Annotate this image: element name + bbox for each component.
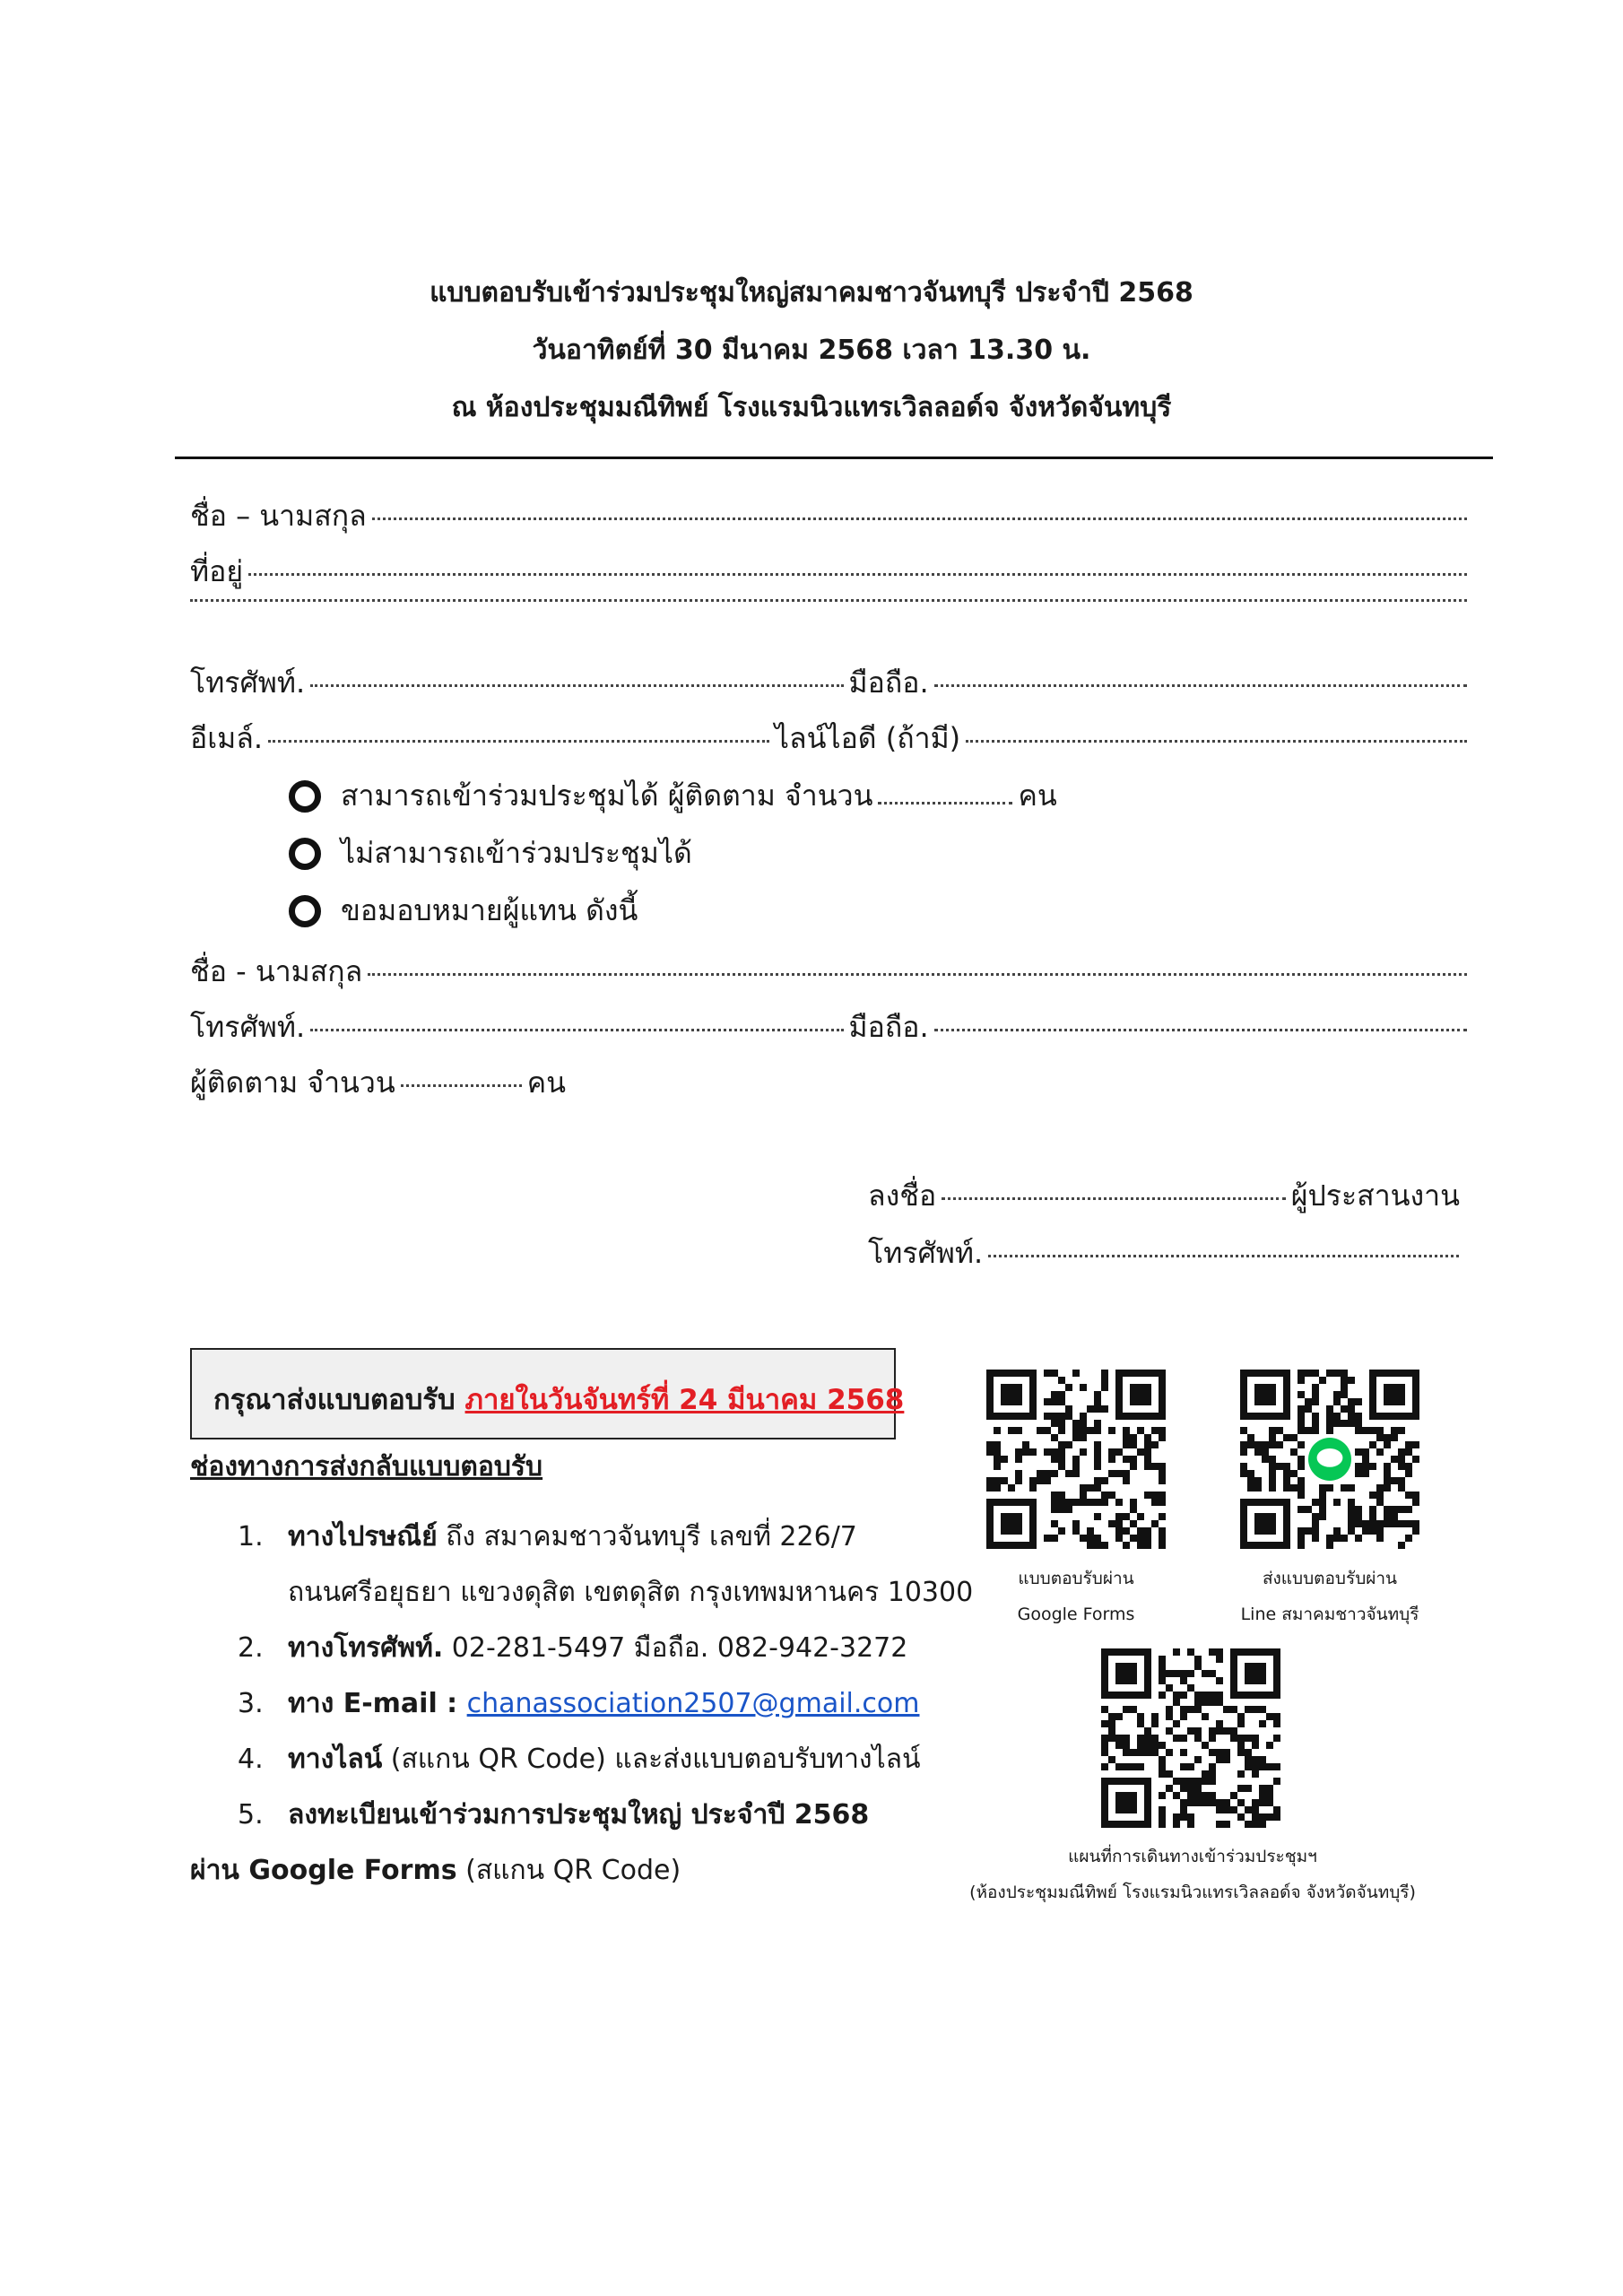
address-label: ที่อยู่: [190, 554, 244, 588]
channel-item-address: ถนนศรีอยุธยา แขวงดุสิต เขตดุสิต กรุงเทพมหานคร 10300: [288, 1577, 974, 1608]
coordinator-phone-label: โทรศัพท์.: [868, 1236, 984, 1270]
map-qr-caption: แผนที่การเดินทางเข้าร่วมประชุมฯ (ห้องประชุมมณีทิพย์ โรงแรมนิวแทรเวิลลอด์จ จังหวัดจันทบุรี): [969, 1847, 1416, 1902]
option-not-attend-label: ไม่สามารถเข้าร่วมประชุมได้: [341, 836, 692, 870]
line-id-label: ไลน์ไอดี (ถ้ามี): [774, 721, 961, 755]
option-attend[interactable]: [289, 773, 1057, 819]
coordinator-label: ผู้ประสานงาน: [1290, 1178, 1460, 1213]
proxy-phone-label: โทรศัพท์.: [190, 1010, 306, 1044]
channel-item: 3. ทาง E-mail : chanassociation2507@gmail.com: [238, 1688, 920, 1719]
deadline-prefix: กรุณาส่งแบบตอบรับ: [213, 1384, 456, 1416]
proxy-followers-unit: คน: [526, 1065, 567, 1100]
mobile-label: มือถือ.: [848, 665, 929, 700]
proxy-followers-label: ผู้ติดตาม จำนวน: [190, 1065, 395, 1100]
option-proxy[interactable]: [289, 888, 638, 934]
proxy-mobile-label: มือถือ.: [848, 1010, 929, 1044]
coordinator-phone-row[interactable]: [868, 1231, 1464, 1276]
deadline-notice: [213, 1377, 904, 1422]
email-row[interactable]: [190, 716, 1472, 761]
line-qr-code-icon[interactable]: [1240, 1370, 1419, 1549]
radio-circle-icon[interactable]: [289, 838, 321, 870]
channel-item: 1. ทางไปรษณีย์ ถึง สมาคมชาวจันทบุรี เลขที่ 226/7: [238, 1521, 857, 1552]
proxy-name-field[interactable]: [190, 949, 1472, 995]
address-field-line2[interactable]: [190, 604, 1472, 607]
signature-row[interactable]: [868, 1173, 1460, 1219]
line-qr-caption: ส่งแบบตอบรับผ่าน Line สมาคมชาวจันทบุรี: [1240, 1569, 1419, 1624]
meeting-date: วันอาทิตย์ที่ 30 มีนาคม 2568 เวลา 13.30 น.: [532, 335, 1091, 366]
google-forms-qr-caption: แบบตอบรับผ่าน Google Forms: [1017, 1569, 1135, 1624]
option-attend-unit: คน: [1018, 778, 1057, 813]
proxy-followers-row[interactable]: [190, 1060, 566, 1106]
option-proxy-label: ขอมอบหมายผู้แทน ดังนี้: [341, 893, 638, 927]
form-title: แบบตอบรับเข้าร่วมประชุมใหญ่สมาคมชาวจันทบุรี ประจำปี 2568: [430, 277, 1193, 309]
channel-item-forms: ผ่าน Google Forms (สแกน QR Code): [190, 1855, 681, 1886]
signature-label: ลงชื่อ: [868, 1178, 937, 1213]
phone-label: โทรศัพท์.: [190, 665, 306, 700]
channel-item: 5. ลงทะเบียนเข้าร่วมการประชุมใหญ่ ประจำปี 2568: [238, 1799, 870, 1831]
meeting-venue: ณ ห้องประชุมมณีทิพย์ โรงแรมนิวแทรเวิลลอด์จ จังหวัดจันทบุรี: [451, 392, 1172, 423]
radio-circle-icon[interactable]: [289, 895, 321, 927]
address-field[interactable]: [190, 549, 1472, 595]
deadline-date: ภายในวันจันทร์ที่ 24 มีนาคม 2568: [464, 1384, 905, 1416]
map-qr-code-icon[interactable]: [1101, 1648, 1280, 1828]
option-attend-label: สามารถเข้าร่วมประชุมได้ ผู้ติดตาม จำนวน: [341, 778, 873, 813]
header-divider: [175, 457, 1493, 459]
phone-row[interactable]: [190, 660, 1472, 706]
google-forms-qr-code-icon[interactable]: [986, 1370, 1166, 1549]
radio-circle-icon[interactable]: [289, 780, 321, 813]
name-field[interactable]: [190, 493, 1472, 539]
proxy-phone-row[interactable]: [190, 1004, 1472, 1050]
name-label: ชื่อ – นามสกุล: [190, 499, 367, 533]
proxy-name-label: ชื่อ - นามสกุล: [190, 954, 363, 988]
option-not-attend[interactable]: [289, 831, 692, 876]
channels-title: ช่องทางการส่งกลับแบบตอบรับ: [190, 1451, 543, 1483]
email-link[interactable]: chanassociation2507@gmail.com: [466, 1688, 920, 1719]
email-label: อีเมล์.: [190, 721, 264, 755]
channel-item: 4. ทางไลน์ (สแกน QR Code) และส่งแบบตอบรับทางไลน์: [238, 1744, 921, 1775]
channel-item: 2. ทางโทรศัพท์. 02-281-5497 มือถือ. 082-942-3272: [238, 1632, 908, 1664]
